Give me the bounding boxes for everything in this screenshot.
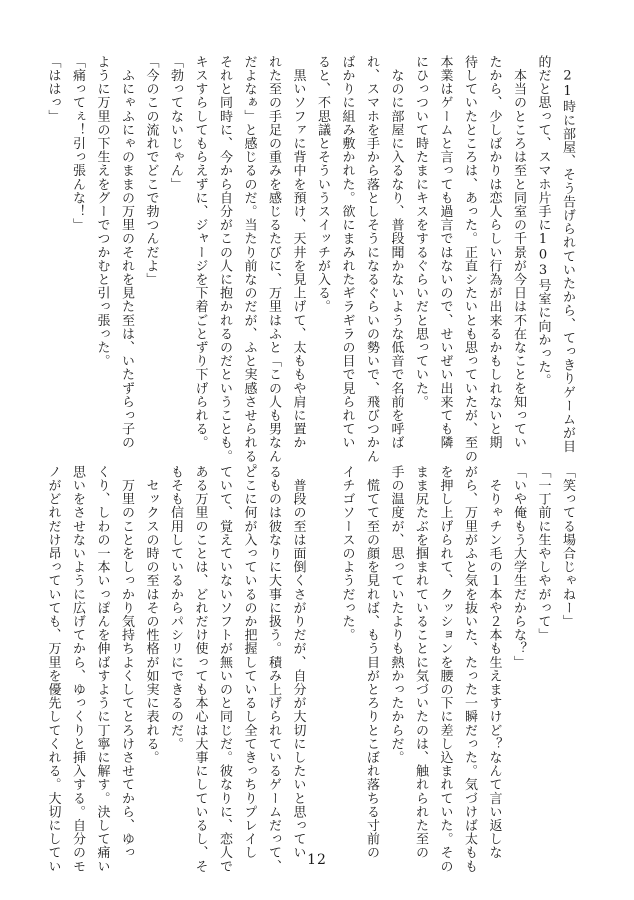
text-line: 待していたところは、あった。正直シたいとも思っていたが、至の [462, 55, 477, 463]
text-line: それと同時に、今から自分がこの人に抱かれるのだということも。 [217, 55, 232, 463]
upper-text-block [40, 55, 579, 477]
text-line: 「いや俺もう大学生だからな？」 [511, 465, 526, 669]
text-line: 「今のこの流れでどこで勃つんだよ」 [143, 55, 159, 287]
text-line: 的だと思って、スマホ片手に103号室に向かった。 [535, 55, 551, 388]
text-line: 「ははっ」 [45, 55, 61, 123]
text-line: 21時に部屋、そう告げられていたから、てっきりゲームが目 [560, 55, 575, 454]
text-line: ると、不思議とそういうスイッチが入る。 [315, 55, 330, 314]
text-line: 「笑ってる場合じゃねー」 [560, 465, 575, 629]
text-line: どこに何が入っているのか把握しているし全てきっちりプレイし [241, 465, 257, 860]
text-line: イチゴソースのようだった。 [339, 465, 355, 642]
text-line: キスすらしてもらえずに、ジャージを下着ごとずり下げられる。 [192, 55, 208, 450]
text-line: れ、スマホを手から落としそうになるぐらいの勢いで、飛びつかん [364, 55, 379, 463]
text-line: ように万里の下生えをグーでつかむと引っ張った。 [94, 55, 110, 368]
text-line: そりゃチン毛の１本や２本も生えますけど？なんて言い返しな [486, 465, 502, 860]
text-line: ある万里のことは、どれだけ使っても本心は大事にしているし、そ [192, 465, 208, 873]
text-line: 「一丁前に生やしやがって」 [535, 465, 551, 642]
page-number: 12 [307, 852, 327, 868]
text-line: なのに部屋に入るなり、普段聞かないような低音で名前を呼ば [388, 55, 404, 450]
text-line: にひっついて時たまにキスをするぐらいだと思っていた。 [413, 55, 428, 409]
text-line: るものは彼なりに大事に扱う。積み上げられているゲームだって、 [266, 465, 281, 873]
text-line: 黒いソファに背中を預け、天井を見上げて、太ももや肩に置か [290, 55, 306, 450]
text-line: 普段の至は面倒くさがりだが、自分が大切にしたいと思ってい [290, 465, 306, 860]
text-line: くり、しわの一本いっぽんを伸ばすように丁寧に解す。決して痛い [94, 465, 110, 873]
text-line: 本業はゲームと言っても過言ではないので、せいぜい出来ても隣 [437, 55, 453, 450]
text-line: もそも信用しているからパシリにできるのだ。 [168, 465, 183, 751]
text-line: を押し上げられて、クッションを腰の下に差し込まれていた。その [437, 465, 453, 873]
text-line: 本当のところは至と同室の千景が今日は不在なことを知ってい [511, 55, 526, 450]
text-line: ていて、覚えていないソフトが無いのと同じだ。彼なりに、恋人で [217, 465, 232, 873]
text-line: だよなぁ」と感じるのだ。当たり前なのだが、ふと実感させられる。 [241, 55, 257, 477]
text-line: セックスの時の至はその性格が如実に表れる。 [143, 465, 159, 765]
text-line: 「痛ってぇ！引っ張んな！」 [70, 55, 85, 232]
text-line: ノがどれだけ昂っていても、万里を優先してくれる。大切にしてい [45, 465, 61, 873]
text-line: 思いをさせないように広げてから、ゆっくりと挿入する。自分のモ [70, 465, 85, 873]
text-line: がら、万里がふと気を抜いた、たった一瞬だった。気づけば太もも [462, 465, 477, 873]
text-line [310, 465, 335, 840]
text-line: まま尻たぶを掴まれていることに気づいたのは、触れられた至の [413, 465, 428, 860]
text-line: ばかりに組み敷かれた。欲にまみれたギラギラの目で見られてい [339, 55, 355, 450]
text-line: れた至の手足の重みを感じるたびに、万里はふと「この人も男なん [266, 55, 281, 463]
text-line: 慌てて至の顔を見れば、もう目がとろりとこぼれ落ちる寸前の [364, 465, 379, 860]
text-line: 「勃ってないじゃん」 [168, 55, 183, 191]
text-line: たから、少しばかりは恋人らしい行為が出来るかもしれないと期 [486, 55, 502, 450]
text-line: 手の温度が、思っていたよりも熱かったからだ。 [388, 465, 404, 765]
text-line: 万里のことをしっかり気持ちよくしてとろけさせてから、ゆっ [119, 465, 134, 860]
text-line: ふにゃふにゃのままの万里のそれを見た至は、いたずらっ子の [119, 55, 134, 450]
